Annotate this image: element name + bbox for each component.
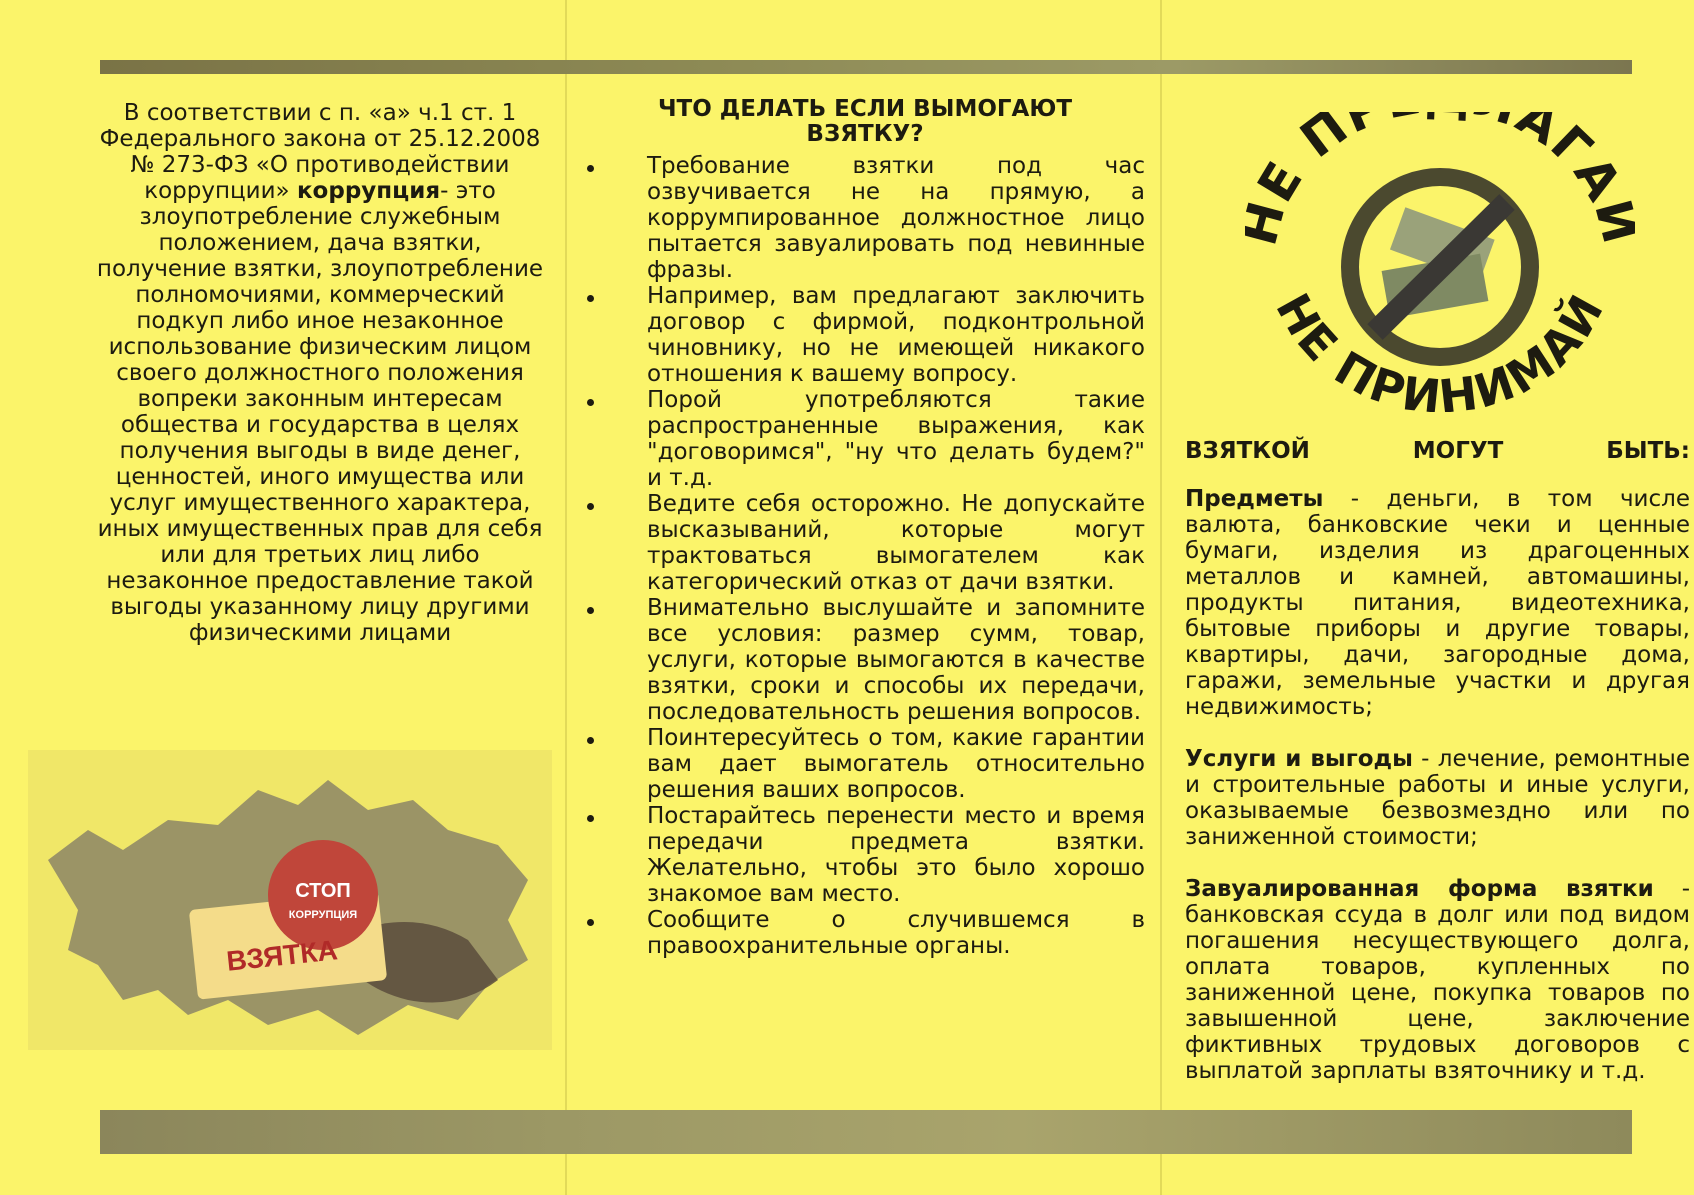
advice-item <box>585 907 1145 959</box>
badge-corruption-text: КОРРУПЦИЯ <box>288 909 358 921</box>
bribe-type-veiled <box>1185 876 1690 1084</box>
bribe-type-items <box>1185 486 1690 720</box>
law-reference: В соответствии с п. «а» ч.1 ст. 1 Федерального закона от 25.12.2008 № 273-ФЗ «О противодействии коррупции» <box>99 100 541 204</box>
advice-item <box>585 595 1145 725</box>
left-column <box>95 100 545 646</box>
heading-word-2: МОГУТ <box>1412 438 1504 464</box>
top-band <box>100 60 1632 74</box>
logo-text-bottom: НЕ ПРИНИМАЙ <box>1265 284 1615 412</box>
advice-text: Поинтересуйтесь о том, какие гарантии вам дает вымогатель относительно решения ваших вопросов. <box>647 725 1145 803</box>
fold-line-right <box>1160 0 1162 1195</box>
envelope-label: ВЗЯТКА <box>225 934 339 977</box>
bullet-icon <box>587 165 594 172</box>
text-veiled: - банковская ссуда в долг или под видом погашения несуществующего долга, оплата товаров, купленных по заниженной цене, покупка товаров по завышенной цене, заключение фиктивных трудовых договоров с выплатой зарплаты взяточнику и т.д. <box>1185 876 1690 1084</box>
term-items: Предметы <box>1185 486 1324 512</box>
advice-item <box>585 153 1145 283</box>
text-items: - деньги, в том числе валюта, банковские чеки и ценные бумаги, изделия из драгоценных металлов и камней, автомашины, продукты питания, видеотехника, бытовые приборы и другие товары, квартиры, дачи, загородные дома, гаражи, земельные участки и другая недвижимость; <box>1185 486 1690 720</box>
advice-text: Сообщите о случившемся в правоохранительные органы. <box>647 907 1145 959</box>
right-column <box>1185 438 1690 1110</box>
bullet-icon <box>587 815 594 822</box>
advice-item <box>585 387 1145 491</box>
heading-word-1: ВЗЯТКОЙ <box>1185 438 1310 464</box>
bullet-icon <box>587 295 594 302</box>
advice-text: Порой употребляются такие распространенные выражения, как "договоримся", "ну что делать будем?" и т.д. <box>647 387 1145 491</box>
bribe-types-heading <box>1185 438 1690 464</box>
advice-item <box>585 803 1145 907</box>
advice-text: Внимательно выслушайте и запомните все условия: размер сумм, товар, услуги, которые вымогаются в качестве взятки, сроки и способы их передачи, последовательность решения вопросов. <box>647 595 1145 725</box>
advice-item <box>585 283 1145 387</box>
no-bribe-logo <box>1245 112 1635 412</box>
bullet-icon <box>587 607 594 614</box>
fold-line-left <box>565 0 567 1195</box>
badge-stop-text: СТОП <box>295 880 351 902</box>
advice-item <box>585 491 1145 595</box>
text-services: - лечение, ремонтные и строительные работы и иные услуги, оказываемые безвозмездно или по заниженной стоимости; <box>1185 746 1690 850</box>
bullet-icon <box>587 919 594 926</box>
map-graphic <box>28 750 552 1050</box>
advice-text: Например, вам предлагают заключить договор с фирмой, подконтрольной чиновнику, но не имеющей никакого отношения к вашему вопросу. <box>647 283 1145 387</box>
advice-text: Постарайтесь перенести место и время передачи предмета взятки. Желательно, чтобы это было хорошо знакомое вам место. <box>647 803 1145 907</box>
term-services: Услуги и выгоды <box>1185 746 1413 772</box>
middle-column <box>585 97 1145 959</box>
bottom-band <box>100 1110 1632 1154</box>
advice-list <box>585 153 1145 959</box>
advice-text: Ведите себя осторожно. Не допускайте высказываний, которые могут трактоваться вымогателем как категорический отказ от дачи взятки. <box>647 491 1145 595</box>
corruption-definition: - это злоупотребление служебным положением, дача взятки, получение взятки, злоупотребление полномочиями, коммерческий подкуп либо иное незаконное использование физическим лицом своего должностного положения вопреки законным интересам общества и государства в целях получения выгоды в виде денег, ценностей, иного имущества или услуг имущественного характера, иных имущественных прав для себя или для третьих лиц либо незаконное предоставление такой выгоды указанному лицу другими физическими лицами <box>96 178 544 646</box>
term-veiled: Завуалированная форма взятки <box>1185 876 1654 902</box>
logo-text-top: Е П АГА <box>1246 112 1634 212</box>
section-title: ЧТО ДЕЛАТЬ ЕСЛИ ВЫМОГАЮТ ВЗЯТКУ? <box>657 96 1073 147</box>
term-corruption: коррупция <box>296 178 441 204</box>
stop-corruption-illustration <box>28 750 552 1050</box>
advice-item <box>585 725 1145 803</box>
advice-text: Требование взятки под час озвучивается не на прямую, а коррумпированное должностное лицо пытается завуалировать под невинные фразы. <box>647 153 1145 283</box>
bullet-icon <box>587 503 594 510</box>
bullet-icon <box>587 737 594 744</box>
bullet-icon <box>587 399 594 406</box>
heading-word-3: БЫТЬ: <box>1606 438 1690 464</box>
bribe-type-services <box>1185 746 1690 850</box>
logo-graphic <box>1245 112 1635 412</box>
